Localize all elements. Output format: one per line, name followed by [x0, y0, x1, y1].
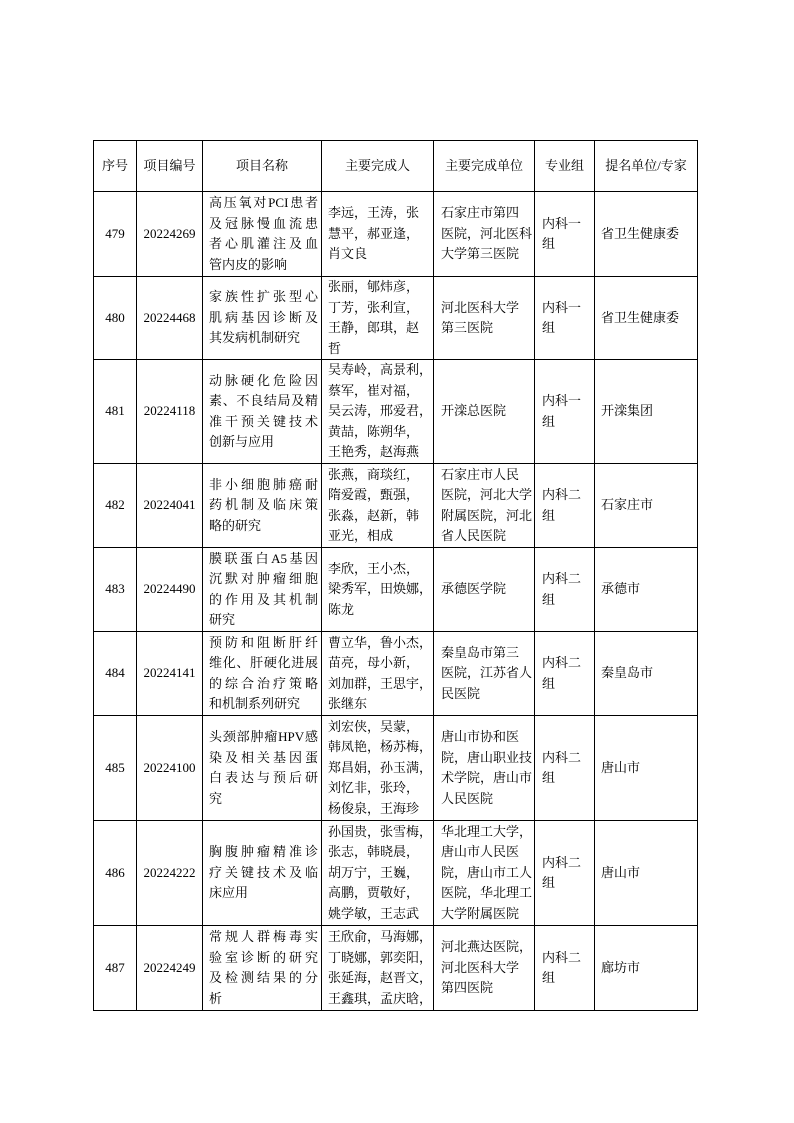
table-row [94, 548, 698, 632]
specialty-group-line: 内科一 [542, 215, 582, 231]
main-contributors-line: 高鹏，贾敬好， [328, 885, 420, 901]
project-name-line: 和机制系列研究 [209, 696, 301, 711]
specialty-group-cell [535, 192, 595, 277]
project-name-line: 高压氧对PCI患者 [209, 195, 318, 210]
specialty-group-line: 组 [542, 236, 556, 251]
project-name-cell [203, 464, 322, 548]
project-name-line: 白表达与预后研 [209, 770, 318, 785]
project-name-line: 膜联蛋白A5基因 [209, 550, 318, 566]
main-contributors-line: 慧平，郝亚逢， [328, 225, 420, 241]
nominator-cell: 承德市 [595, 548, 698, 632]
nominator-cell: 石家庄市 [595, 464, 698, 548]
table-header [94, 141, 698, 192]
main-contributors-line: 陈龙 [328, 601, 355, 617]
main-units-line: 华北理工大学， [441, 823, 533, 839]
specialty-group-line: 组 [542, 591, 556, 607]
project-name-line: 动脉硬化危险因 [209, 372, 318, 388]
project-name-line: 的综合治疗策略 [209, 675, 318, 691]
main-contributors-line: 哲 [328, 340, 342, 356]
table-row [94, 926, 698, 1011]
main-contributors-line: 吴寿岭，高景利， [328, 362, 433, 378]
specialty-group-line: 组 [542, 413, 556, 429]
main-contributors-line: 胡万宁，王巍， [328, 864, 420, 880]
specialty-group-line: 组 [542, 770, 556, 785]
specialty-group-line: 内科二 [542, 655, 582, 670]
main-contributors-line: 姚学敏，王志武 [328, 905, 420, 921]
specialty-group-line: 组 [542, 875, 556, 890]
specialty-group-line: 组 [542, 675, 556, 691]
main-contributors-cell [322, 548, 434, 632]
main-contributors-line: 刘忆非，张玲， [328, 780, 420, 796]
main-contributors-cell [322, 464, 434, 548]
serial-no-cell: 486 [94, 821, 137, 926]
specialty-group-line: 组 [542, 320, 556, 335]
main-contributors-line: 黄喆，陈朔华， [328, 423, 420, 439]
header-specialty-group: 专业组 [535, 141, 595, 192]
table-body [94, 192, 698, 1011]
main-contributors-line: 张丽，郇炜彦， [328, 279, 420, 294]
main-contributors-cell [322, 192, 434, 277]
main-contributors-line: 王鑫琪，孟庆晗， [328, 990, 433, 1006]
table-row [94, 821, 698, 926]
main-units-line: 河北医科大学 [441, 299, 520, 315]
main-units-line: 石家庄市人民 [441, 466, 520, 482]
main-contributors-line: 郑昌娟，孙玉满， [328, 759, 433, 775]
serial-no-cell: 481 [94, 360, 137, 464]
project-name-line: 维化、肝硬化进展 [209, 655, 318, 670]
main-units-line: 院，唐山市工人 [441, 864, 533, 880]
main-units-cell [434, 464, 535, 548]
main-units-cell [434, 277, 535, 360]
main-units-line: 石家庄市第四 [441, 205, 520, 221]
project-name-line: 其发病机制研究 [209, 330, 301, 346]
main-units-cell [434, 632, 535, 716]
header-nominator: 提名单位/专家 [595, 141, 698, 192]
project-name-line: 药机制及临床策 [209, 497, 318, 513]
main-units-line: 秦皇岛市第三 [441, 644, 520, 660]
table-row [94, 277, 698, 360]
main-units-line: 唐山市人民医 [441, 844, 520, 860]
specialty-group-line: 内科二 [542, 949, 582, 965]
main-contributors-cell [322, 632, 434, 716]
project-name-line: 床应用 [209, 885, 249, 901]
main-units-line: 医院，河北大学 [441, 487, 533, 502]
main-units-line: 第四医院 [441, 980, 494, 996]
specialty-group-line: 内科二 [542, 749, 582, 765]
project-name-line: 家族性扩张型心 [209, 289, 318, 305]
specialty-group-line: 内科一 [542, 299, 582, 315]
specialty-group-cell [535, 277, 595, 360]
main-contributors-line: 梁秀军，田焕娜， [328, 581, 433, 597]
table-row [94, 192, 698, 277]
project-name-line: 素、不良结局及精 [209, 393, 318, 408]
project-name-line: 验室诊断的研究 [209, 949, 318, 965]
main-units-line: 医院，江苏省人 [441, 665, 533, 681]
main-contributors-line: 张志，韩晓晨， [328, 844, 420, 860]
project-name-line: 染及相关基因蛋 [209, 749, 318, 765]
project-name-line: 预防和阻断肝纤 [209, 634, 318, 650]
specialty-group-cell [535, 360, 595, 464]
main-contributors-line: 吴云涛，邢爱君， [328, 403, 433, 419]
main-units-cell [434, 548, 535, 632]
nominator-cell: 开滦集团 [595, 360, 698, 464]
project-code-cell: 20224222 [137, 821, 203, 926]
main-contributors-line: 张继东 [328, 696, 368, 711]
main-contributors-line: 韩凤艳，杨苏梅， [328, 739, 433, 755]
header-row [94, 141, 698, 192]
specialty-group-cell [535, 716, 595, 821]
nominator-cell: 省卫生健康委 [595, 192, 698, 277]
project-name-cell [203, 632, 322, 716]
main-contributors-line: 苗亮，母小新， [328, 655, 420, 670]
project-code-cell: 20224249 [137, 926, 203, 1011]
main-contributors-line: 丁晓娜，郭奕阳， [328, 949, 433, 965]
serial-no-cell: 484 [94, 632, 137, 716]
specialty-group-line: 内科一 [542, 393, 582, 408]
serial-no-cell: 483 [94, 548, 137, 632]
main-units-cell [434, 821, 535, 926]
main-units-cell [434, 360, 535, 464]
project-name-line: 及检测结果的分 [209, 970, 318, 985]
main-contributors-cell [322, 360, 434, 464]
header-main-contributors: 主要完成人 [322, 141, 434, 192]
award-project-table [93, 140, 698, 1011]
specialty-group-cell [535, 548, 595, 632]
main-units-line: 省人民医院 [441, 528, 507, 543]
project-code-cell: 20224468 [137, 277, 203, 360]
main-units-line: 医院，河北医科 [441, 225, 533, 241]
header-main-units: 主要完成单位 [434, 141, 535, 192]
main-contributors-line: 张淼，赵新，韩 [328, 507, 420, 523]
project-name-line: 非小细胞肺癌耐 [209, 476, 318, 492]
project-name-cell [203, 192, 322, 277]
main-units-line: 唐山市协和医 [441, 729, 520, 744]
specialty-group-cell [535, 632, 595, 716]
project-code-cell: 20224490 [137, 548, 203, 632]
main-units-line: 大学附属医院 [441, 905, 520, 921]
project-name-line: 胸腹肿瘤精准诊 [209, 844, 318, 860]
main-units-line: 河北医科大学 [441, 959, 520, 975]
serial-no-cell: 480 [94, 277, 137, 360]
serial-no-cell: 485 [94, 716, 137, 821]
main-contributors-line: 杨俊泉，王海珍 [328, 800, 420, 816]
main-contributors-line: 孙国贵，张雪梅， [328, 823, 433, 839]
serial-no-cell: 487 [94, 926, 137, 1011]
main-contributors-line: 隋爱霞，甄强， [328, 487, 420, 502]
specialty-group-line: 内科二 [542, 487, 582, 502]
specialty-group-cell [535, 926, 595, 1011]
main-contributors-line: 丁芳，张利宣， [328, 299, 420, 315]
main-units-line: 大学第三医院 [441, 246, 520, 262]
specialty-group-line: 组 [542, 970, 556, 985]
specialty-group-cell [535, 821, 595, 926]
specialty-group-line: 内科二 [542, 571, 582, 586]
project-name-cell [203, 548, 322, 632]
project-name-cell [203, 821, 322, 926]
header-project-code: 项目编号 [137, 141, 203, 192]
project-name-cell [203, 277, 322, 360]
project-code-cell: 20224269 [137, 192, 203, 277]
project-code-cell: 20224141 [137, 632, 203, 716]
header-serial-no: 序号 [94, 141, 137, 192]
project-name-line: 准干预关键技术 [209, 413, 318, 429]
main-units-line: 术学院，唐山市 [441, 770, 533, 785]
main-units-cell [434, 926, 535, 1011]
project-code-cell: 20224041 [137, 464, 203, 548]
main-contributors-line: 王静，郎琪，赵 [328, 320, 420, 335]
main-contributors-cell [322, 716, 434, 821]
project-name-line: 肌病基因诊断及 [209, 309, 318, 325]
project-name-cell [203, 360, 322, 464]
project-name-line: 沉默对肿瘤细胞 [209, 571, 318, 586]
main-contributors-line: 亚光，相成 [328, 528, 394, 543]
main-units-line: 院，唐山职业技 [441, 749, 533, 765]
main-contributors-line: 李欣，王小杰， [328, 560, 420, 576]
project-name-line: 析 [209, 990, 223, 1006]
main-contributors-line: 李远，王涛，张 [328, 205, 420, 221]
nominator-cell: 唐山市 [595, 821, 698, 926]
main-contributors-line: 蔡军，崔对福， [328, 382, 420, 398]
specialty-group-line: 组 [542, 507, 556, 523]
main-contributors-cell [322, 277, 434, 360]
specialty-group-cell [535, 464, 595, 548]
main-units-line: 河北燕达医院， [441, 939, 533, 955]
project-code-cell: 20224100 [137, 716, 203, 821]
main-units-line: 承德医学院 [441, 581, 507, 597]
main-contributors-line: 张延海，赵晋文， [328, 970, 433, 985]
project-name-line: 究 [209, 790, 223, 806]
table-row [94, 464, 698, 548]
project-code-cell: 20224118 [137, 360, 203, 464]
main-contributors-line: 曹立华，鲁小杰， [328, 634, 433, 650]
specialty-group-line: 内科二 [542, 854, 582, 870]
main-units-line: 民医院 [441, 685, 481, 701]
main-contributors-line: 王欣俞，马海娜， [328, 929, 433, 944]
project-name-line: 略的研究 [209, 517, 262, 533]
project-name-line: 管内皮的影响 [209, 256, 288, 272]
project-name-line: 创新与应用 [209, 434, 275, 449]
project-name-line: 者心肌灌注及血 [209, 236, 318, 251]
main-units-line: 医院，华北理工 [441, 885, 533, 901]
main-contributors-line: 张燕，商琰红， [328, 466, 420, 482]
main-units-cell [434, 716, 535, 821]
table-row [94, 716, 698, 821]
main-contributors-line: 王艳秀，赵海燕 [328, 444, 420, 460]
project-name-line: 头颈部肿瘤HPV感 [209, 729, 318, 744]
nominator-cell: 省卫生健康委 [595, 277, 698, 360]
nominator-cell: 廊坊市 [595, 926, 698, 1011]
project-name-line: 疗关键技术及临 [209, 864, 318, 880]
project-name-line: 常规人群梅毒实 [209, 929, 318, 944]
main-contributors-line: 刘宏侠，吴蒙， [328, 718, 420, 734]
main-contributors-cell [322, 821, 434, 926]
header-project-name: 项目名称 [203, 141, 322, 192]
main-units-line: 人民医院 [441, 790, 494, 806]
main-contributors-cell [322, 926, 434, 1011]
main-contributors-line: 肖文良 [328, 246, 368, 262]
project-name-cell [203, 716, 322, 821]
main-contributors-line: 刘加群，王思宇， [328, 675, 433, 691]
project-name-cell [203, 926, 322, 1011]
project-name-line: 的作用及其机制 [209, 591, 318, 607]
main-units-cell [434, 192, 535, 277]
project-name-line: 研究 [209, 612, 236, 627]
nominator-cell: 秦皇岛市 [595, 632, 698, 716]
main-units-line: 第三医院 [441, 320, 494, 335]
serial-no-cell: 479 [94, 192, 137, 277]
project-name-line: 及冠脉慢血流患 [209, 215, 318, 231]
serial-no-cell: 482 [94, 464, 137, 548]
main-units-line: 附属医院，河北 [441, 507, 533, 523]
table-row [94, 632, 698, 716]
main-units-line: 开滦总医院 [441, 403, 507, 419]
table-row [94, 360, 698, 464]
nominator-cell: 唐山市 [595, 716, 698, 821]
